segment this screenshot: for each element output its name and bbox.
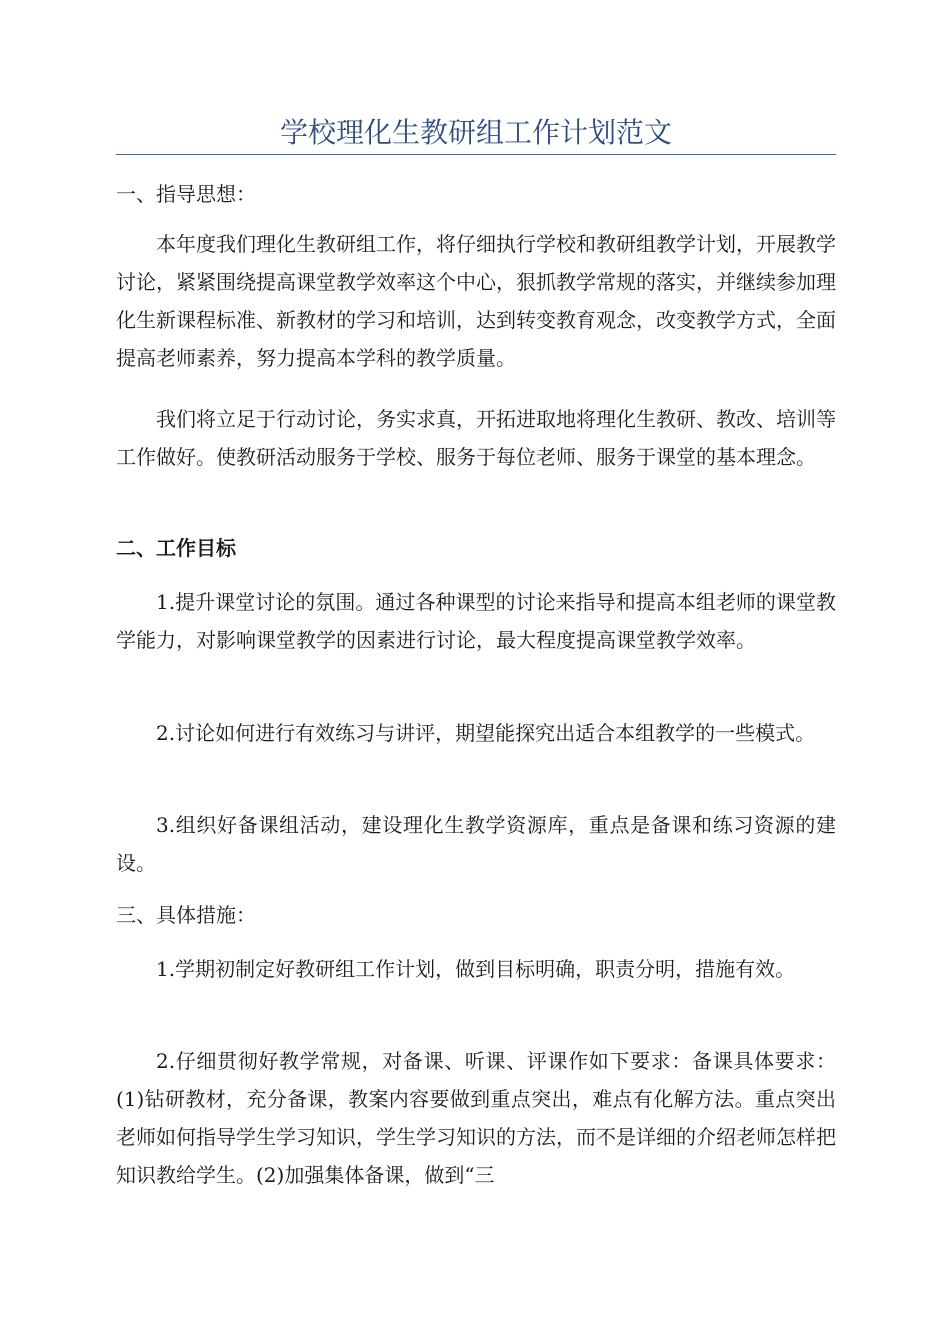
paragraph-guiding-ideas-1: 本年度我们理化生教研组工作，将仔细执行学校和教研组教学计划，开展教学讨论，紧紧围绕提高课堂教学效率这个中心，狠抓教学常规的落实，并继续参加理化生新课程标准、新教材的学习和培训，达到转变教育观念，改变教学方式，全面提高老师素养，努力提高本学科的教学质量。 [116,232,836,370]
paragraph-goal-1: 1.提升课堂讨论的氛围。通过各种课型的讨论来指导和提高本组老师的课堂教学能力，对影响课堂教学的因素进行讨论，最大程度提高课堂教学效率。 [116,590,836,652]
paragraph-guiding-ideas-2: 我们将立足于行动讨论，务实求真，开拓进取地将理化生教研、教改、培训等工作做好。使教研活动服务于学校、服务于每位老师、服务于课堂的基本理念。 [116,407,836,469]
document-page [116,0,836,1187]
section-heading-work-goals: 二、工作目标 [116,536,236,560]
section-heading-specific-measures: 三、具体措施： [116,903,256,927]
section-heading-guiding-ideas: 一、指导思想： [116,182,256,206]
title-underline [116,154,836,155]
document-title: 学校理化生教研组工作计划范文 [279,116,672,149]
paragraph-measure-2: 2.仔细贯彻好教学常规，对备课、听课、评课作如下要求：备课具体要求：(1)钻研教材，充分备课，教案内容要做到重点突出，难点有化解方法。重点突出老师如何指导学生学习知识，学生学习知识的方法，而不是详细的介绍老师怎样把知识教给学生。(2)加强集体备课，做到“三 [116,1049,836,1187]
paragraph-measure-1: 1.学期初制定好教研组工作计划，做到目标明确，职责分明，措施有效。 [156,957,796,981]
paragraph-goal-2: 2.讨论如何进行有效练习与讲评，期望能探究出适合本组教学的一些模式。 [156,721,816,745]
paragraph-goal-3: 3.组织好备课组活动，建设理化生教学资源库，重点是备课和练习资源的建设。 [116,813,836,875]
